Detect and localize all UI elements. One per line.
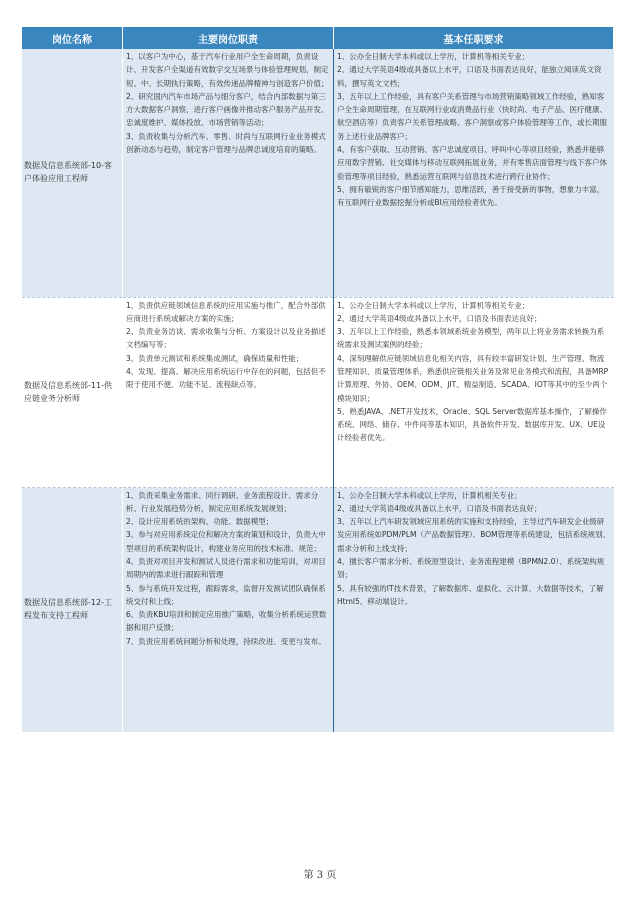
position-cell: 数据及信息系统部-10-客户体验应用工程师 [22,49,123,297]
position-cell: 数据及信息系统部-11-供应链业务分析师 [22,297,123,487]
duties-cell [123,49,334,297]
duty-item: 5、参与系统开发过程，跟踪需求，监督开发测试团队确保系统交付和上线； [126,583,326,606]
position-cell: 数据及信息系统部-12-工程发布支持工程师 [22,487,123,732]
duty-item: 1、负责供应链领域信息系统的应用实施与推广，配合外部供应商进行系统或解决方案的实施； [126,300,326,323]
header-position: 岗位名称 [22,27,123,49]
requirement-item: 5、熟悉JAVA、.NET开发技术，Oracle、SQL Server数据库基本操作，了解操作系统、网络、储存、中件间等基本知识，具备软件开发、数据库开发、UX、UE设计经验者优先。 [337,406,607,443]
duties-cell [123,297,334,487]
duty-item: 1、以客户为中心，基于汽车行业用户全生命周期，负责设计、开发客户全渠道有效数字交互场景与体验管理规划，制定短、中、长期执行策略，有效传递品牌精神与创造客户价值； [126,52,329,88]
table-header [22,27,614,49]
table-row [22,297,614,487]
requirement-item: 1、公办全日制大学本科或以上学历，计算机等相关专业； [337,300,530,310]
requirement-item: 3、五年以上汽车研发领域应用系统的实施和支持经验，主导过汽车研发企业级研发应用系统如PDM/PLM（产品数据管理）、BOM管理等系统建设，包括系统规划、需求分析和上线支持； [337,517,611,553]
requirement-item: 2、通过大学英语4级或具备以上水平，口语及书面表达良好； [337,313,542,323]
duty-item: 4、负责对项目开发和测试人员进行需求和功能培训，对项目周期内的需求进行跟踪和管理 [126,556,326,580]
requirement-item: 5、具有较强的IT技术背景，了解数据库、虚拟化、云计算、大数据等技术，了解Html5、移动端设计。 [337,583,604,606]
duty-item: 3、负责收集与分析汽车、零售、时尚与互联网行业业务模式创新动态与趋势，制定客户管理与品牌忠诚度培育的策略。 [126,131,326,155]
requirement-item: 1、公办全日制大学本科或以上学历，计算机等相关专业； [337,52,530,61]
requirement-item: 1、公办全日制大学本科或以上学历，计算机相关专业； [337,490,522,500]
job-table [22,27,614,732]
requirement-item: 4、有客户获取、互动营销、客户忠诚度项目、呼叫中心等项目经验，熟悉并能够应用数字营销、社交媒体与移动互联网拓展业务，并有零售店面管理与线下客户体验管理等项目经验，熟悉运营互联网与信息技术进行跨行业协作； [337,145,607,181]
requirements-cell [334,297,614,487]
requirements-cell [334,487,614,732]
duties-cell [123,487,334,732]
requirement-item: 4、擅长客户需求分析、系统原型设计、业务流程建模（BPMN2.0）、系统架构规划； [337,556,605,580]
duty-item: 1、负责采集业务需求、同行调研、业务流程设计、需求分析、行业发展趋势分析，制定应用系统发展规划； [126,490,319,513]
duty-item: 2、研究国内汽车市场产品与细分客户，结合内部数据与第三方大数据客户洞察，进行客户画像并推动客户服务产品开发、忠诚度维护、媒体投放、市场营销等活动； [126,91,329,128]
duty-item: 3、负责单元测试和系统集成测试，确保质量和性能； [126,353,304,363]
requirement-item: 2、通过大学英语4级或具备以上水平，口语及书面表达良好； [337,503,542,513]
requirements-cell [334,49,614,297]
duty-item: 2、设计应用系统的架构、功能、数据模型； [126,517,274,527]
duty-item: 4、发现、提高、解决应用系统运行中存在的问题，包括但不限于使用不便、功能不足、流程缺点等。 [126,366,326,390]
requirement-item: 4、深刻理解供应链领域信息化相关内容，具有较丰富研发计划、生产管理、物流管理知识、质量管理体系，熟悉供应链相关业务及常见业务模式和流程，具备MRP计算原理、外协、OEM、ODM、JIT、精益制造、SCADA、IOT等其中的至少两个模块知识； [337,353,609,403]
requirement-item: 2、通过大学英语4级或具备以上水平，口语及书面表达良好，能独立阅读英文资料，撰写英文文档； [337,65,602,88]
header-requirements: 基本任职要求 [334,27,614,49]
requirement-item: 3、五年以上工作经验，具有客户关系管理与市场营销策略领域工作经验，熟知客户全生命周期管理，在互联网行业或消费品行业（快时尚、电子产品、医疗健康、航空酒店等）负责客户关系管理战略、客户洞察或客户体验管理等工作，或长期服务上述行业品牌客户； [337,91,607,141]
duty-item: 7、负责应用系统问题分析和处理，持续改进、变更与发布。 [126,636,326,646]
duty-item: 6、负责KBU培训和制定应用推广策略，收集分析系统运营数据和用户反馈； [126,610,327,633]
duty-item: 3、参与对应用系统定位和解决方案的策划和设计，负责大中型项目的系统架构设计，构建业务应用的技术标准、规范； [126,530,326,553]
requirement-item: 3、五年以上工作经验，熟悉本领域系统业务模型，两年以上将业务需求转换为系统需求及测试案例的经验； [337,327,605,350]
page-number: 第 3 页 [303,870,337,881]
duty-item: 2、负责业务访谈、需求收集与分析、方案设计以及业务描述文档编写等； [126,327,326,350]
requirement-item: 5、拥有敏锐的客户细节感知能力，思维活跃，善于接受新的事物，想象力丰富，有互联网行业数据挖掘分析或BI应用经验者优先。 [337,184,605,208]
table-row [22,487,614,732]
table-row [22,49,614,297]
header-duties: 主要岗位职责 [123,27,334,49]
